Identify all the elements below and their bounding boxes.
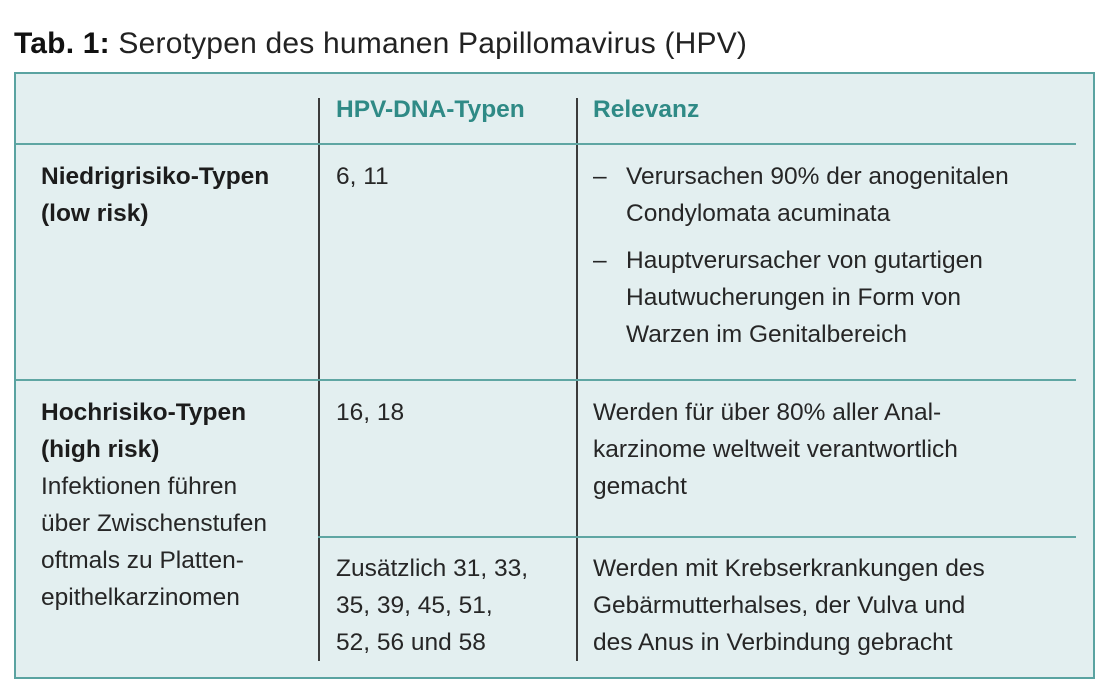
bullet-item — [593, 158, 1073, 232]
low-risk-label-line2: (low risk) — [41, 200, 149, 227]
high-risk-relevance-2 — [593, 550, 985, 661]
table-caption — [14, 24, 747, 64]
types-line: Zusätzlich 31, 33, — [336, 555, 529, 582]
low-risk-label-line1: Niedrigrisiko-Typen — [41, 163, 270, 190]
bullet-item — [593, 242, 1073, 353]
relevance-line: Werden für über 80% aller Anal- — [593, 399, 942, 426]
relevance-line: karzinome weltweit verantwortlich — [593, 436, 958, 463]
bullet-line: Hauptverursacher von gutartigen — [626, 247, 983, 274]
bullet-line: Hautwucherungen in Form von — [626, 284, 962, 311]
bullet-line: Warzen im Genitalbereich — [626, 321, 907, 348]
high-risk-label-line2: (high risk) — [41, 436, 160, 463]
subrow-divider — [318, 536, 1076, 538]
dash-bullet: – — [593, 247, 607, 274]
relevance-line: des Anus in Verbindung gebracht — [593, 629, 953, 656]
header-hpv-dna-types: HPV-DNA-Typen — [336, 96, 525, 123]
types-line: 16, 18 — [336, 399, 405, 426]
low-risk-types: 6, 11 — [336, 163, 389, 190]
bullet-line: Verursachen 90% der anogenitalen — [626, 163, 1009, 190]
high-risk-desc-line: Infektionen führen — [41, 473, 238, 500]
high-risk-relevance-1 — [593, 394, 958, 505]
relevance-line: Gebärmutterhalses, der Vulva und — [593, 592, 966, 619]
high-risk-types-1 — [336, 394, 404, 431]
header-relevance: Relevanz — [593, 96, 700, 123]
header-divider — [16, 143, 1076, 145]
high-risk-types-2 — [336, 550, 528, 661]
low-risk-label — [41, 158, 269, 232]
row-divider — [16, 379, 1076, 381]
types-line: 35, 39, 45, 51, — [336, 592, 493, 619]
bullet-line: Condylomata acuminata — [626, 200, 891, 227]
types-line: 52, 56 und 58 — [336, 629, 486, 656]
high-risk-desc-line: epithelkarzinomen — [41, 584, 240, 611]
dash-bullet: – — [593, 163, 607, 190]
caption-label: Tab. 1: — [14, 27, 110, 60]
relevance-line: gemacht — [593, 473, 687, 500]
high-risk-label — [41, 394, 267, 616]
low-risk-relevance — [593, 158, 1073, 353]
caption-title: Serotypen des humanen Papillomavirus (HPV) — [118, 27, 748, 60]
hpv-table — [14, 72, 1095, 679]
relevance-line: Werden mit Krebserkrankungen des — [593, 555, 985, 582]
high-risk-desc-line: oftmals zu Platten- — [41, 547, 244, 574]
high-risk-label-line1: Hochrisiko-Typen — [41, 399, 247, 426]
high-risk-desc-line: über Zwischenstufen — [41, 510, 268, 537]
